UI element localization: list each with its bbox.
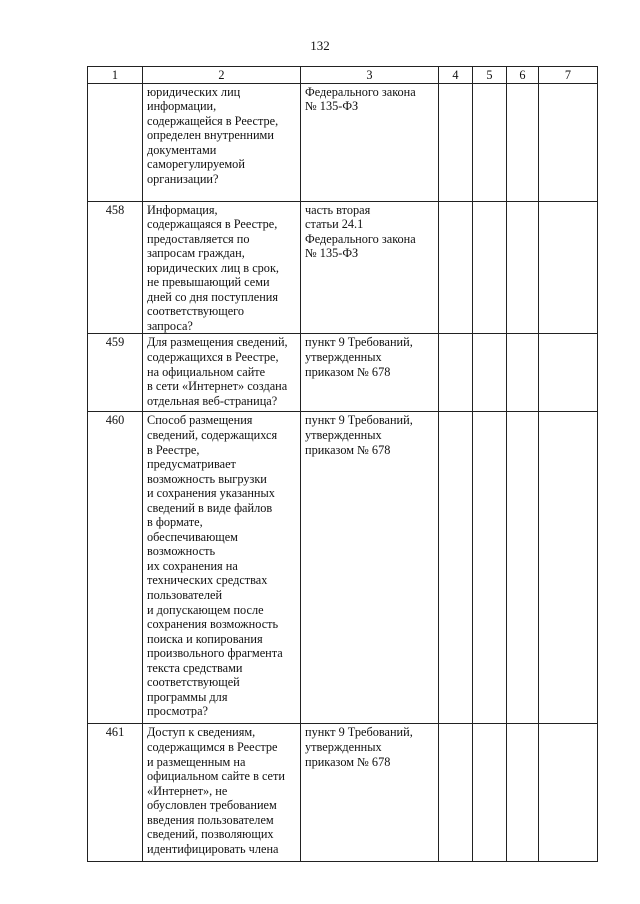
question-text-line: информации,	[147, 99, 217, 114]
question-text-line: содержащимся в Реестре	[147, 740, 278, 755]
question-cell	[143, 412, 301, 724]
answer-cell	[439, 412, 473, 724]
question-text-line: идентифицировать члена	[147, 841, 279, 856]
legal-basis-text-line: № 135-ФЗ	[305, 99, 359, 114]
column-header: 7	[539, 67, 598, 84]
legal-basis-cell	[301, 83, 439, 201]
answer-cell	[439, 724, 473, 862]
answer-cell	[473, 412, 507, 724]
answer-cell	[539, 334, 598, 412]
legal-basis-text-line: пункт 9 Требований,	[305, 335, 413, 350]
question-text-line: технических средствах	[147, 573, 268, 588]
question-text-line: и допускающем после	[147, 602, 264, 617]
question-text-line: юридических лиц	[147, 84, 241, 99]
answer-cell	[507, 201, 539, 334]
legal-basis-text-line: приказом № 678	[305, 754, 391, 769]
question-text-line: содержащейся в Реестре,	[147, 113, 279, 128]
question-text-line: просмотра?	[147, 704, 208, 719]
question-text-line: предусматривает	[147, 457, 236, 472]
legal-basis-text-line: приказом № 678	[305, 364, 391, 379]
question-text-line: сведений в виде файлов	[147, 500, 273, 515]
question-text-line: соответствующей	[147, 675, 240, 690]
page-number: 132	[310, 38, 330, 53]
question-cell	[143, 724, 301, 862]
row-number-cell: 459	[88, 334, 143, 412]
question-text-line: предоставляется по	[147, 231, 250, 246]
row-number-cell: 458	[88, 201, 143, 334]
question-text-line: Информация,	[147, 202, 218, 217]
answer-cell	[439, 334, 473, 412]
answer-cell	[539, 83, 598, 201]
row-number-cell: 460	[88, 412, 143, 724]
answer-cell	[507, 724, 539, 862]
table-row	[88, 412, 598, 724]
legal-basis-text-line: часть вторая	[305, 202, 371, 217]
question-cell	[143, 83, 301, 201]
legal-basis-text-line: утвержденных	[305, 740, 382, 755]
question-text-line: в Реестре,	[147, 442, 200, 457]
row-number-cell	[88, 83, 143, 201]
question-text-line: официальном сайте в сети	[147, 769, 285, 784]
question-text-line: запросам граждан,	[147, 246, 245, 261]
question-text-line: содержащаяся в Реестре,	[147, 217, 278, 232]
question-text-line: Для размещения сведений,	[147, 335, 288, 350]
legal-basis-text-line: Федерального закона	[305, 231, 416, 246]
question-text-line: в сети «Интернет» создана	[147, 379, 288, 394]
question-text-line: их сохранения на	[147, 558, 238, 573]
legal-basis-cell	[301, 334, 439, 412]
question-cell	[143, 334, 301, 412]
question-text-line: «Интернет», не	[147, 783, 228, 798]
header-row	[88, 67, 598, 84]
table-row	[88, 724, 598, 862]
answer-cell	[507, 412, 539, 724]
question-text-line: соответствующего	[147, 304, 245, 319]
table-row	[88, 83, 598, 201]
question-text-line: запроса?	[147, 318, 193, 333]
column-header: 3	[301, 67, 439, 84]
answer-cell	[473, 724, 507, 862]
question-text-line: обеспечивающем	[147, 529, 238, 544]
row-number-cell: 461	[88, 724, 143, 862]
legal-basis-cell	[301, 201, 439, 334]
question-text-line: отдельная веб-страница?	[147, 393, 278, 408]
legal-basis-text-line: статьи 24.1	[305, 217, 364, 232]
answer-cell	[507, 334, 539, 412]
column-header: 2	[143, 67, 301, 84]
question-cell	[143, 201, 301, 334]
question-text-line: содержащихся в Реестре,	[147, 350, 279, 365]
legal-basis-text-line: № 135-ФЗ	[305, 246, 359, 261]
question-text-line: определен внутренними	[147, 128, 274, 143]
question-text-line: Способ размещения	[147, 413, 253, 428]
column-header: 1	[88, 67, 143, 84]
question-text-line: обусловлен требованием	[147, 798, 277, 813]
question-text-line: и размещенным на	[147, 754, 246, 769]
answer-cell	[507, 83, 539, 201]
question-text-line: организации?	[147, 171, 219, 186]
question-text-line: документами	[147, 142, 217, 157]
column-header: 4	[439, 67, 473, 84]
question-text-line: поиска и копирования	[147, 631, 263, 646]
question-text-line: сведений, позволяющих	[147, 827, 274, 842]
question-text-line: саморегулируемой	[147, 157, 245, 172]
answer-cell	[473, 83, 507, 201]
answer-cell	[539, 724, 598, 862]
table-row	[88, 334, 598, 412]
question-text-line: юридических лиц в срок,	[147, 260, 279, 275]
answer-cell	[539, 201, 598, 334]
question-text-line: программы для	[147, 689, 228, 704]
answer-cell	[439, 83, 473, 201]
checklist-table	[87, 66, 598, 862]
question-text-line: текста средствами	[147, 660, 243, 675]
legal-basis-text-line: утвержденных	[305, 428, 382, 443]
legal-basis-text-line: пункт 9 Требований,	[305, 725, 413, 740]
answer-cell	[439, 201, 473, 334]
question-text-line: и сохранения указанных	[147, 486, 275, 501]
legal-basis-text-line: утвержденных	[305, 350, 382, 365]
answer-cell	[539, 412, 598, 724]
answer-cell	[473, 201, 507, 334]
question-text-line: на официальном сайте	[147, 364, 266, 379]
question-text-line: дней со дня поступления	[147, 289, 279, 304]
legal-basis-text-line: пункт 9 Требований,	[305, 413, 413, 428]
question-text-line: не превышающий семи	[147, 275, 270, 290]
table-row	[88, 201, 598, 334]
column-header: 6	[507, 67, 539, 84]
legal-basis-text-line: Федерального закона	[305, 84, 416, 99]
answer-cell	[473, 334, 507, 412]
column-header: 5	[473, 67, 507, 84]
legal-basis-cell	[301, 724, 439, 862]
question-text-line: произвольного фрагмента	[147, 646, 283, 661]
question-text-line: возможность	[147, 544, 216, 559]
legal-basis-cell	[301, 412, 439, 724]
question-text-line: сохранения возможность	[147, 617, 279, 632]
question-text-line: сведений, содержащихся	[147, 428, 278, 443]
question-text-line: введения пользователем	[147, 812, 274, 827]
question-text-line: возможность выгрузки	[147, 471, 267, 486]
question-text-line: пользователей	[147, 588, 223, 603]
question-text-line: в формате,	[147, 515, 203, 530]
legal-basis-text-line: приказом № 678	[305, 442, 391, 457]
question-text-line: Доступ к сведениям,	[147, 725, 256, 740]
